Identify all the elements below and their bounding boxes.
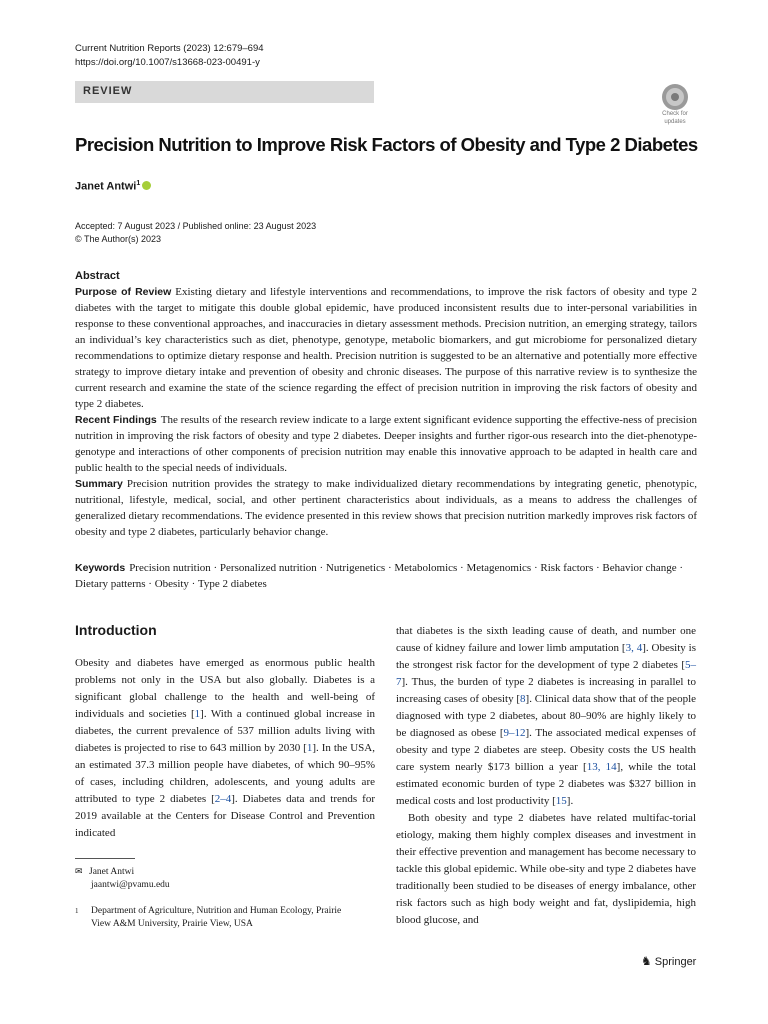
keywords-label: Keywords [75,562,126,574]
abstract-heading: Abstract [75,270,120,282]
abstract [75,269,697,540]
author-affiliation-mark: 1 [136,180,141,187]
summary-text: Precision nutrition provides the strategy to make individualized dietary recommendations by integrating genetic, phenotypic, nutritional, lifestyle, medical, social, and other pertinent characteristics about individuals, as a means to address the challenges of generalized dietary recommendations. The evidence presented in this review shows that precision nutrition markedly improves risk factors of obesity and type 2 diabetes, particularly behavior change. [75,478,697,538]
text-run: ]. [566,795,574,807]
purpose-text: Existing dietary and lifestyle interventions and recommendations, to improve the risk factors of obesity and type 2 diabetes with the target to mitigate this double global epidemic, have produced inconsistent results due to inter-personal variabilities in response to these conventional approaches, and inaccuracies in dietary assessment methods. Precision nutrition, an emerging strategy, tailors an individual’s key characteristics such as diet, phenotype, genotype, metabolic biomarkers, and gut microbiome for personalized dietary recommendations to optimize dietary response and health. Precision nutrition is suggested to be an alternative and potentially more effective strategy to improve dietary intake and prevention of obesity and chronic diseases. The purpose of this narrative review is to synthesize the current research and examine the state of the science regarding the effect of precision nutrition in improving the risk factors of obesity and type 2 diabetes. [75,286,697,410]
affiliation-number: 1 [75,907,79,915]
text-run: ]. Clinical data show that of the people diagnosed with type 2 diabetes, about 80–90% are highly likely to be diagnosed as obese [ [396,693,697,739]
article-title: Precision Nutrition to Improve Risk Factors of Obesity and Type 2 Diabetes [75,134,698,155]
text-run: that diabetes is the sixth leading cause of death, and number one cause of kidney failure and lower limb amputation [ [396,625,696,654]
affiliation-text: Department of Agriculture, Nutrition and Human Ecology, Prairie View A&M University, Prairie View, USA [91,906,342,929]
abstract-findings [75,412,697,476]
citation-link[interactable]: 3, 4 [625,642,643,654]
keywords-text: Precision nutrition · Personalized nutrition · Nutrigenetics · Metabolomics · Metagenomics · Risk factors · Behavior change · Dietary patterns · Obesity · Type 2 diabetes [75,562,684,590]
article-dates [75,220,316,246]
text-run: ], while the total estimated economic burden of type 2 diabetes was $327 billion in medical costs and lost productivity [ [396,761,696,807]
corresponding-email[interactable]: jaantwi@pvamu.edu [91,880,170,890]
crossmark-icon [662,84,688,110]
intro-paragraph-1 [75,655,375,842]
citation-link[interactable]: 5–7 [396,659,696,688]
doi-link[interactable]: https://doi.org/10.1007/s13668-023-00491-y [75,57,260,68]
right-column [396,623,696,929]
author-name[interactable]: Janet Antwi [75,180,137,193]
footnote-divider [75,858,135,859]
left-column [75,622,375,842]
check-for-updates-badge[interactable] [655,84,695,124]
citation-link[interactable]: 1 [306,742,313,754]
citation-link[interactable]: 13, 14 [586,761,617,773]
findings-label: Recent Findings [75,414,157,426]
intro-paragraph-2: Both obesity and type 2 diabetes have related multifac-torial etiology, making them highly complex diseases and investment in their effective prevention and management has become necessary to tackle this global epidemic. While obe-sity and type 2 diabetes have traditionally been studied to be diseases of energy imbalance, other risk factors such as high body weight and fat, dyslipidemia, high blood glucose, and [396,812,696,926]
section-banner [75,81,374,103]
corresponding-author-note [75,866,170,892]
orcid-icon[interactable] [142,181,151,190]
text-run: ]. The associated medical expenses of obesity and type 2 diabetes are steep. Obesity costs the US health care system nearly $173 billion a year [ [396,727,696,773]
badge-line-2: updates [664,118,686,125]
text-run: ]. Thus, the burden of type 2 diabetes is increasing in parallel to increasing cases of obesity [ [396,676,696,705]
citation-link[interactable]: 15 [555,795,567,807]
author-line [75,180,151,193]
copyright-line: © The Author(s) 2023 [75,234,162,244]
badge-line-1: Check for [662,111,688,117]
publisher-name: Springer [654,956,697,968]
keywords [75,560,697,592]
publication-dates: Accepted: 7 August 2023 / Published online: 23 August 2023 [75,221,317,231]
corresponding-name: Janet Antwi [89,867,135,877]
purpose-label: Purpose of Review [75,286,172,298]
text-run: Obesity and diabetes have emerged as enormous public health problems not only in the USA but also globally. Diabetes is a significant global challenge to the health and well-being of individuals and societies [ [75,657,375,720]
text-run: ]. In the USA, an estimated 37.3 million people have diabetes, of which 90–95% of cases, including children, adolescents, and young adults are attributed to type 2 diabetes [ [75,742,375,805]
citation-link[interactable]: 8 [520,693,526,705]
intro-paragraph-1-cont [396,623,696,810]
section-label: REVIEW [83,85,133,97]
abstract-purpose [75,284,697,412]
introduction-heading: Introduction [75,622,157,638]
citation-link[interactable]: 2–4 [214,793,232,805]
publisher-mark [641,954,696,968]
text-run: ]. Diabetes data and trends for 2019 available at the Centers for Disease Control and Prevention indicated [75,793,375,839]
envelope-icon: ✉ [75,867,83,877]
text-run: ]. With a continued global increase in diabetes, the current prevalence of 537 million adults living with diabetes is projected to rise to 643 million by 2030 [ [75,708,375,754]
citation-link[interactable]: 9–12 [503,727,526,739]
text-run: ]. Obesity is the strongest risk factor for the development of type 2 diabetes [ [396,642,696,671]
journal-header [75,42,264,70]
findings-text: The results of the research review indicate to a large extent significant evidence supporting the effective-ness of precision nutrition in improving the risk factors of obesity and type 2 diabetes. Deeper insights and further rigor-ous research into the diet-phenotype-genotype and interactions of other components of precision nutrition may enable this innovative approach to be adapted in health care and public health to the special needs of individuals. [75,414,697,474]
abstract-summary [75,476,697,540]
affiliation-note [75,905,375,931]
springer-horse-icon: ♞ [641,954,652,968]
journal-citation: Current Nutrition Reports (2023) 12:679–694 [75,43,264,54]
citation-link[interactable]: 1 [194,708,201,720]
summary-label: Summary [75,478,123,490]
